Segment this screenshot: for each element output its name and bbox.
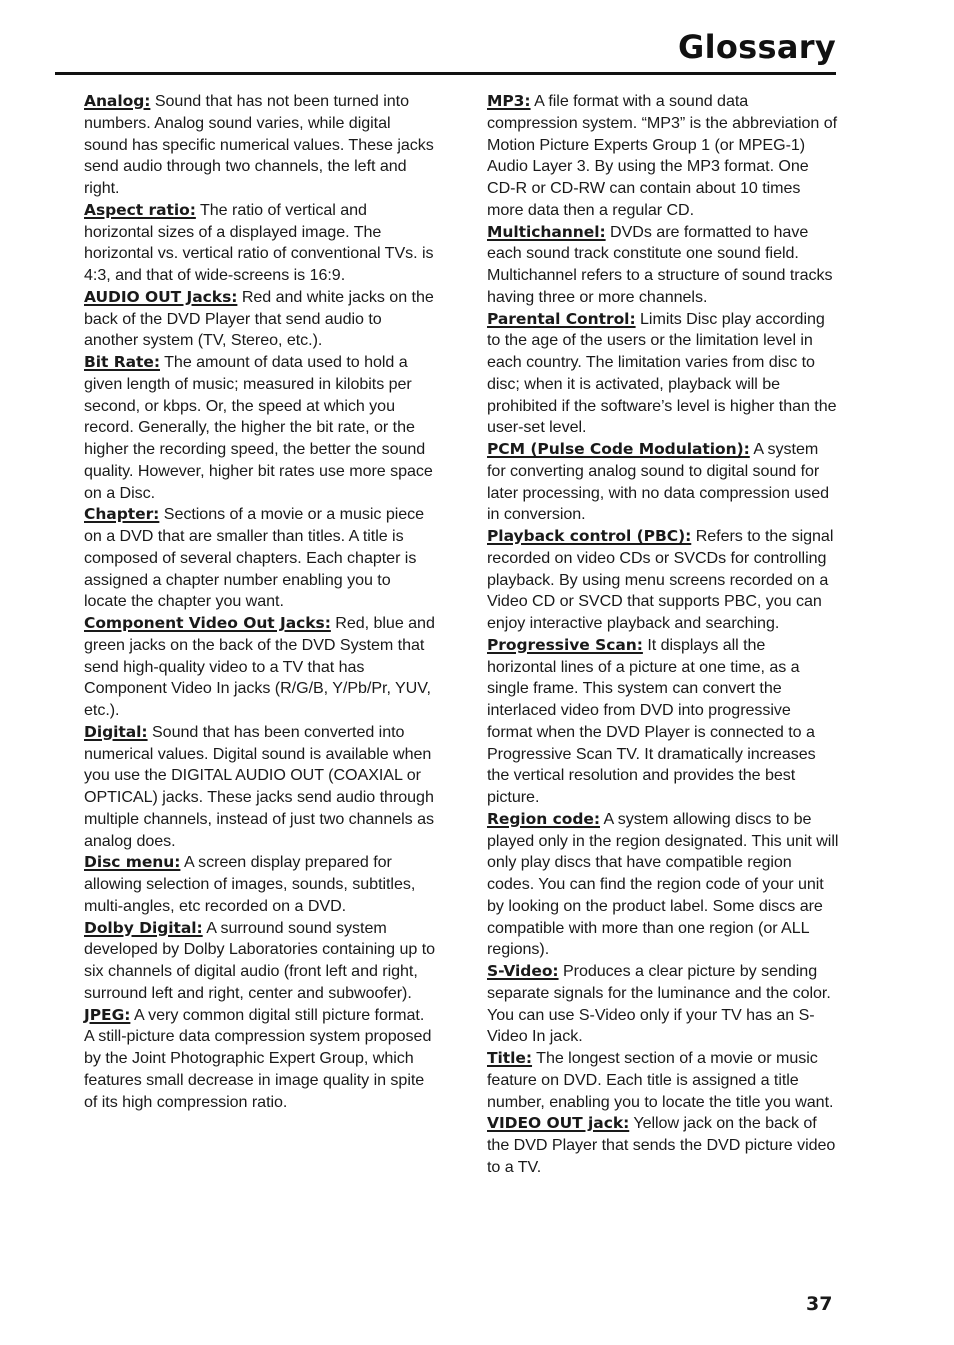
glossary-definition: A system allowing discs to be played only in the region designated. This unit will only play discs that have compatible region codes. You can find the region code of your unit by looking on the product label. Some discs are compatible with more than one region (or ALL regions). [487, 809, 839, 959]
glossary-term[interactable]: S-Video: [487, 962, 559, 980]
glossary-term[interactable]: Dolby Digital: [84, 918, 203, 937]
glossary-definition: A screen display prepared for allowing selection of images, sounds, subtitles, multi-angles, etc recorded on a DVD. [84, 853, 416, 915]
glossary-term[interactable]: Multichannel: [487, 222, 606, 241]
glossary-definition: A system for converting analog sound to digital sound for later processing, with no data compression used in conversion. [487, 440, 830, 524]
glossary-term[interactable]: Digital: [84, 722, 148, 741]
glossary-entry-mp3 [487, 91, 839, 222]
glossary-definition: A very common digital still picture format. A still-picture data compression system proposed by the Joint Photographic Expert Group, which features small decrease in image quality in spite of its high compression ratio. [84, 1005, 432, 1111]
glossary-entry-analog [84, 91, 436, 200]
glossary-term[interactable]: MP3: [487, 92, 531, 110]
glossary-entry-parental-control [487, 309, 839, 440]
title-divider [55, 72, 836, 75]
glossary-definition: The amount of data used to hold a given length of music; measured in kilobits per second, or kbps. Or, the speed at which you record. Generally, the higher the bit rate, or the higher the recording speed, the better the sound quality. However, higher bit rates use more space on a Disc. [84, 353, 433, 502]
glossary-term[interactable]: Aspect ratio: [84, 200, 196, 219]
page-title: Glossary [678, 28, 836, 66]
glossary-term[interactable]: Bit Rate: [84, 353, 160, 371]
glossary-entry-aspect-ratio [84, 200, 436, 287]
glossary-column-left [84, 91, 436, 1113]
glossary-definition: Limits Disc play according to the age of the users or the limitation level in each country. The limitation varies from disc to disc; when it is activated, playback will be prohibited if the software’s level is higher than the user-set level. [487, 309, 837, 437]
glossary-entry-multichannel [487, 222, 839, 309]
glossary-entry-jpeg [84, 1005, 436, 1114]
glossary-definition: The longest section of a movie or music feature on DVD. Each title is assigned a title number, enabling you to locate the title you want. [487, 1049, 834, 1111]
glossary-definition: Sound that has been converted into numerical values. Digital sound is available when you use the DIGITAL AUDIO OUT (COAXIAL or OPTICAL) jacks. These jacks send audio through multiple channels, instead of just two channels as analog does. [84, 722, 434, 850]
glossary-entry-title [487, 1048, 839, 1113]
glossary-term[interactable]: Analog: [84, 92, 151, 110]
glossary-term[interactable]: Region code: [487, 809, 600, 828]
glossary-entry-s-video [487, 961, 839, 1048]
page-number: 37 [806, 1293, 833, 1315]
glossary-term[interactable]: Title: [487, 1049, 533, 1067]
glossary-definition: It displays all the horizontal lines of a picture at one time, as a single frame. This system can convert the interlaced video from DVD into progressive format when the DVD Player is connected to a Progressive Scan TV. It dramatically increases the vertical resolution and provides the best picture. [487, 635, 816, 806]
glossary-definition: Sound that has not been turned into numbers. Analog sound varies, while digital sound has specific numerical values. These jacks send audio through two channels, the left and right. [84, 92, 434, 197]
glossary-entry-video-out-jack [487, 1113, 839, 1178]
glossary-entry-digital [84, 722, 436, 853]
glossary-definition: Yellow jack on the back of the DVD Player that sends the DVD picture video to a TV. [487, 1114, 836, 1176]
glossary-definition: DVDs are formatted to have each sound track constitute one sound field. Multichannel refers to a structure of sound tracks having three or more channels. [487, 222, 833, 306]
glossary-term[interactable]: Disc menu: [84, 853, 181, 872]
glossary-term[interactable]: Parental Control: [487, 309, 636, 328]
glossary-definition: Produces a clear picture by sending separate signals for the luminance and the color. You can use S-Video only if your TV has an S-Video In jack. [487, 962, 831, 1046]
glossary-definition: A file format with a sound data compression system. “MP3” is the abbreviation of Motion Picture Experts Group 1 (or MPEG-1) Audio Layer 3. By using the MP3 format. One CD-R or CD-RW can contain about 10 times more data then a regular CD. [487, 92, 838, 219]
glossary-term[interactable]: Progressive Scan: [487, 635, 643, 654]
glossary-entry-pcm [487, 439, 839, 526]
glossary-entry-dolby-digital [84, 918, 436, 1005]
glossary-definition: Red, blue and green jacks on the back of the DVD System that send high-quality video to a TV that has Component Video In jacks (R/G/B, Y/Pb/Pr, YUV, etc.). [84, 614, 435, 719]
glossary-entry-progressive-scan [487, 635, 839, 809]
glossary-term[interactable]: Component Video Out Jacks: [84, 614, 331, 632]
glossary-column-right [487, 91, 839, 1179]
glossary-term[interactable]: Playback control (PBC): [487, 527, 692, 545]
glossary-definition: A surround sound system developed by Dolby Laboratories containing up to six channels of digital audio (front left and right, surround left and right, center and subwoofer). [84, 918, 436, 1002]
glossary-entry-component-video-out-jacks [84, 613, 436, 722]
glossary-term[interactable]: JPEG: [84, 1005, 131, 1024]
glossary-entry-region-code [487, 809, 839, 961]
glossary-term[interactable]: AUDIO OUT Jacks: [84, 287, 238, 306]
glossary-entry-disc-menu [84, 852, 436, 917]
glossary-definition: The ratio of vertical and horizontal sizes of a displayed image. The horizontal vs. vertical ratio of conventional TVs. is 4:3, and that of wide-screens is 16:9. [84, 200, 434, 284]
glossary-definition: Sections of a movie or a music piece on a DVD that are smaller than titles. A title is composed of several chapters. Each chapter is assigned a chapter number enabling you to locate the chapter you want. [84, 505, 425, 611]
glossary-definition: Refers to the signal recorded on video CDs or SVCDs for controlling playback. By using menu screens recorded on a Video CD or SVCD that supports PBC, you can enjoy interactive playback and searching. [487, 527, 834, 632]
glossary-term[interactable]: Chapter: [84, 505, 160, 524]
glossary-entry-chapter [84, 504, 436, 613]
glossary-entry-audio-out-jacks [84, 287, 436, 352]
glossary-definition: Red and white jacks on the back of the DVD Player that send audio to another system (TV, Stereo, etc.). [84, 287, 434, 350]
glossary-entry-bit-rate [84, 352, 436, 504]
glossary-entry-playback-control [487, 526, 839, 635]
glossary-term[interactable]: VIDEO OUT jack: [487, 1114, 630, 1133]
glossary-term[interactable]: PCM (Pulse Code Modulation): [487, 440, 750, 458]
